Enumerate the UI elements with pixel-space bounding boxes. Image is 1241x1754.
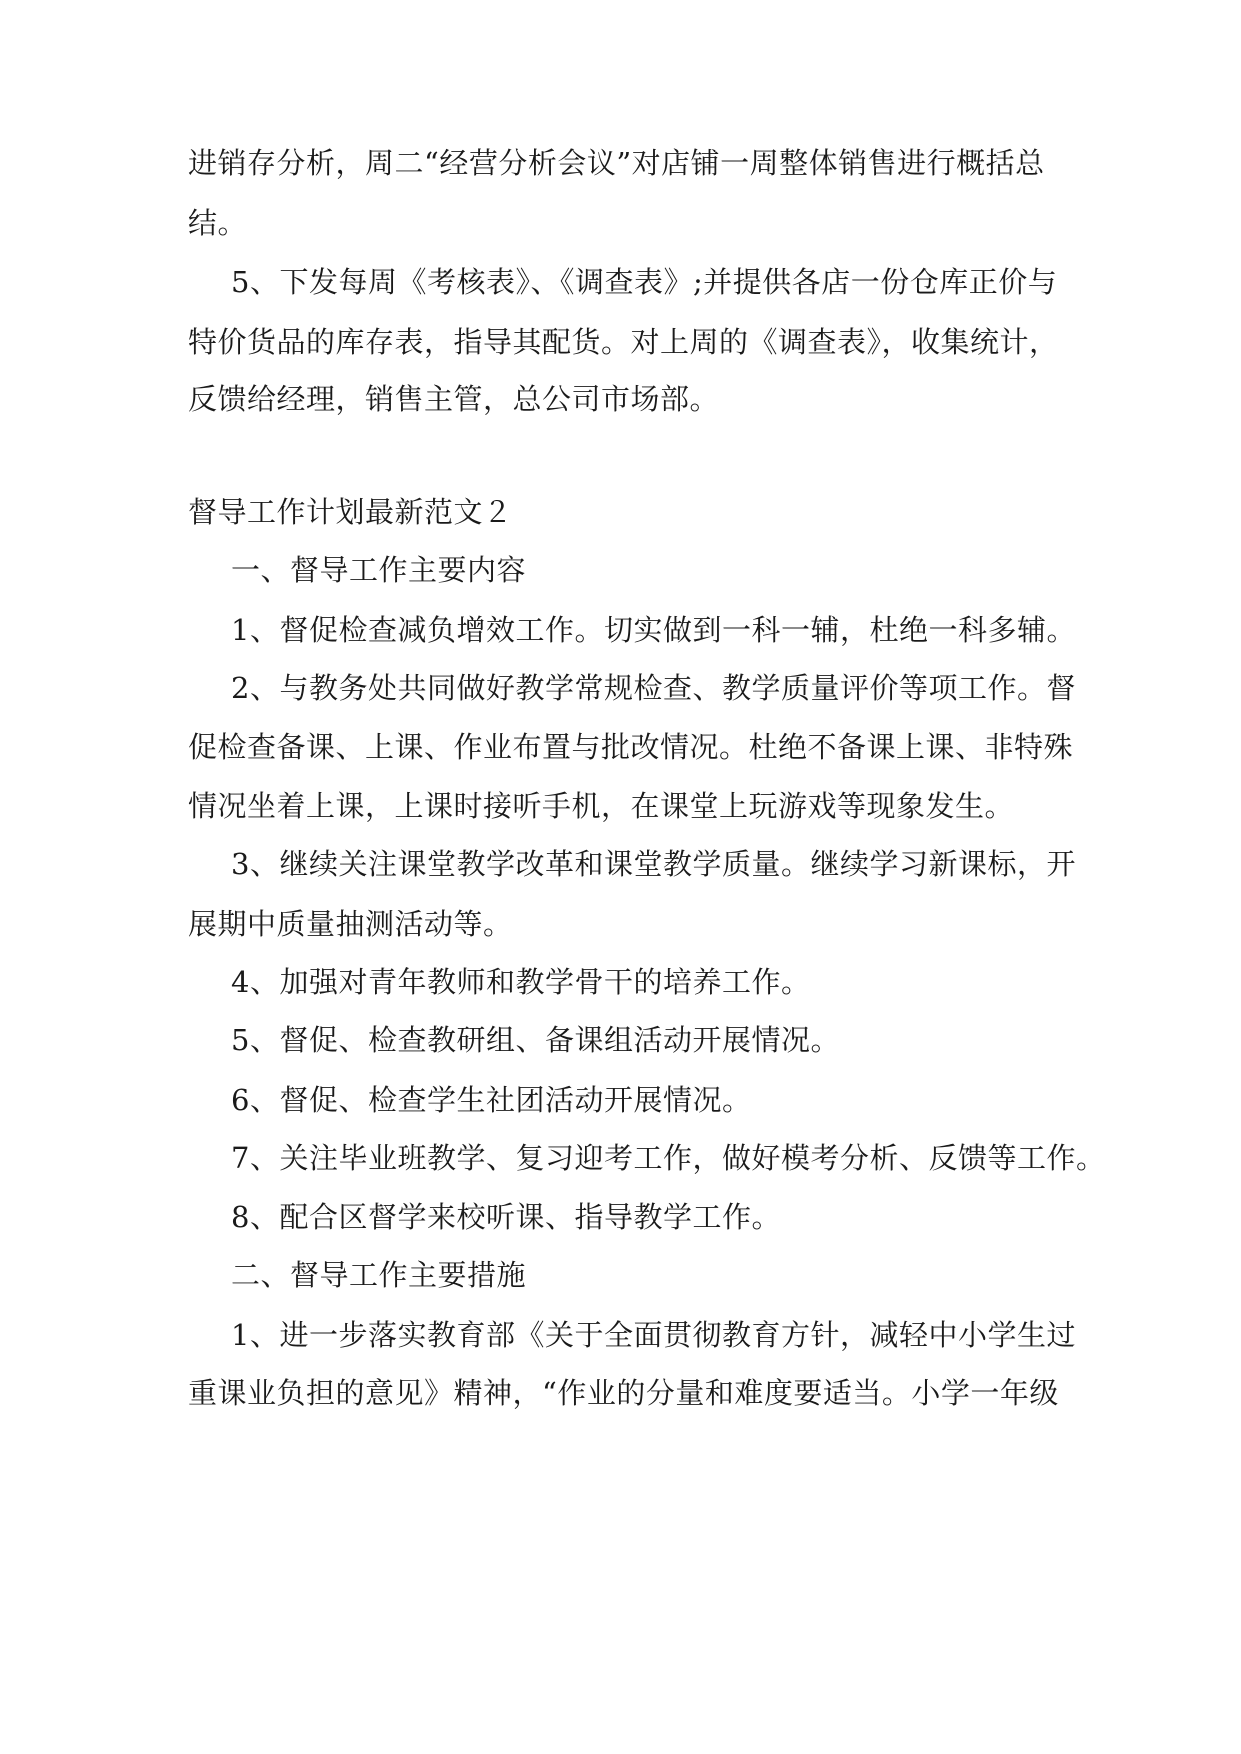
paragraph-line: 2、与教务处共同做好教学常规检查、教学质量评价等项工作。督: [231, 671, 1076, 705]
paragraph-line: 展期中质量抽测活动等。: [188, 907, 513, 941]
paragraph-line: 6、督促、检查学生社团活动开展情况。: [231, 1083, 752, 1117]
paragraph-line: 1、督促检查减负增效工作。切实做到一科一辅，杜绝一科多辅。: [231, 613, 1076, 647]
paragraph-line: 8、配合区督学来校听课、指导教学工作。: [231, 1200, 781, 1234]
paragraph-line: 反馈给经理，销售主管，总公司市场部。: [188, 382, 720, 416]
paragraph-line: 3、继续关注课堂教学改革和课堂教学质量。继续学习新课标，开: [231, 847, 1076, 881]
paragraph-line: 结。: [188, 206, 248, 240]
paragraph-line: 5、下发每周《考核表》、《调查表》;并提供各店一份仓库正价与: [231, 265, 1058, 299]
paragraph-line: 重课业负担的意见》精神，“作业的分量和难度要适当。小学一年级: [188, 1376, 1059, 1410]
paragraph-line: 促检查备课、上课、作业布置与批改情况。杜绝不备课上课、非特殊: [188, 730, 1074, 764]
paragraph-line: 4、加强对青年教师和教学骨干的培养工作。: [231, 965, 811, 999]
paragraph-line: 7、关注毕业班教学、复习迎考工作，做好模考分析、反馈等工作。: [231, 1141, 1106, 1175]
paragraph-line: 5、督促、检查教研组、备课组活动开展情况。: [231, 1023, 840, 1057]
section-title: 督导工作计划最新范文２: [188, 495, 513, 529]
paragraph-line: 1、进一步落实教育部《关于全面贯彻教育方针，减轻中小学生过: [231, 1318, 1076, 1352]
paragraph-line: 进销存分析，周二“经营分析会议”对店铺一周整体销售进行概括总: [188, 146, 1045, 180]
paragraph-line: 特价货品的库存表，指导其配货。对上周的《调查表》，收集统计，: [188, 325, 1059, 359]
section-heading: 二、督导工作主要措施: [231, 1258, 527, 1292]
paragraph-line: 情况坐着上课，上课时接听手机，在课堂上玩游戏等现象发生。: [188, 789, 1015, 823]
section-heading: 一、督导工作主要内容: [231, 553, 527, 587]
